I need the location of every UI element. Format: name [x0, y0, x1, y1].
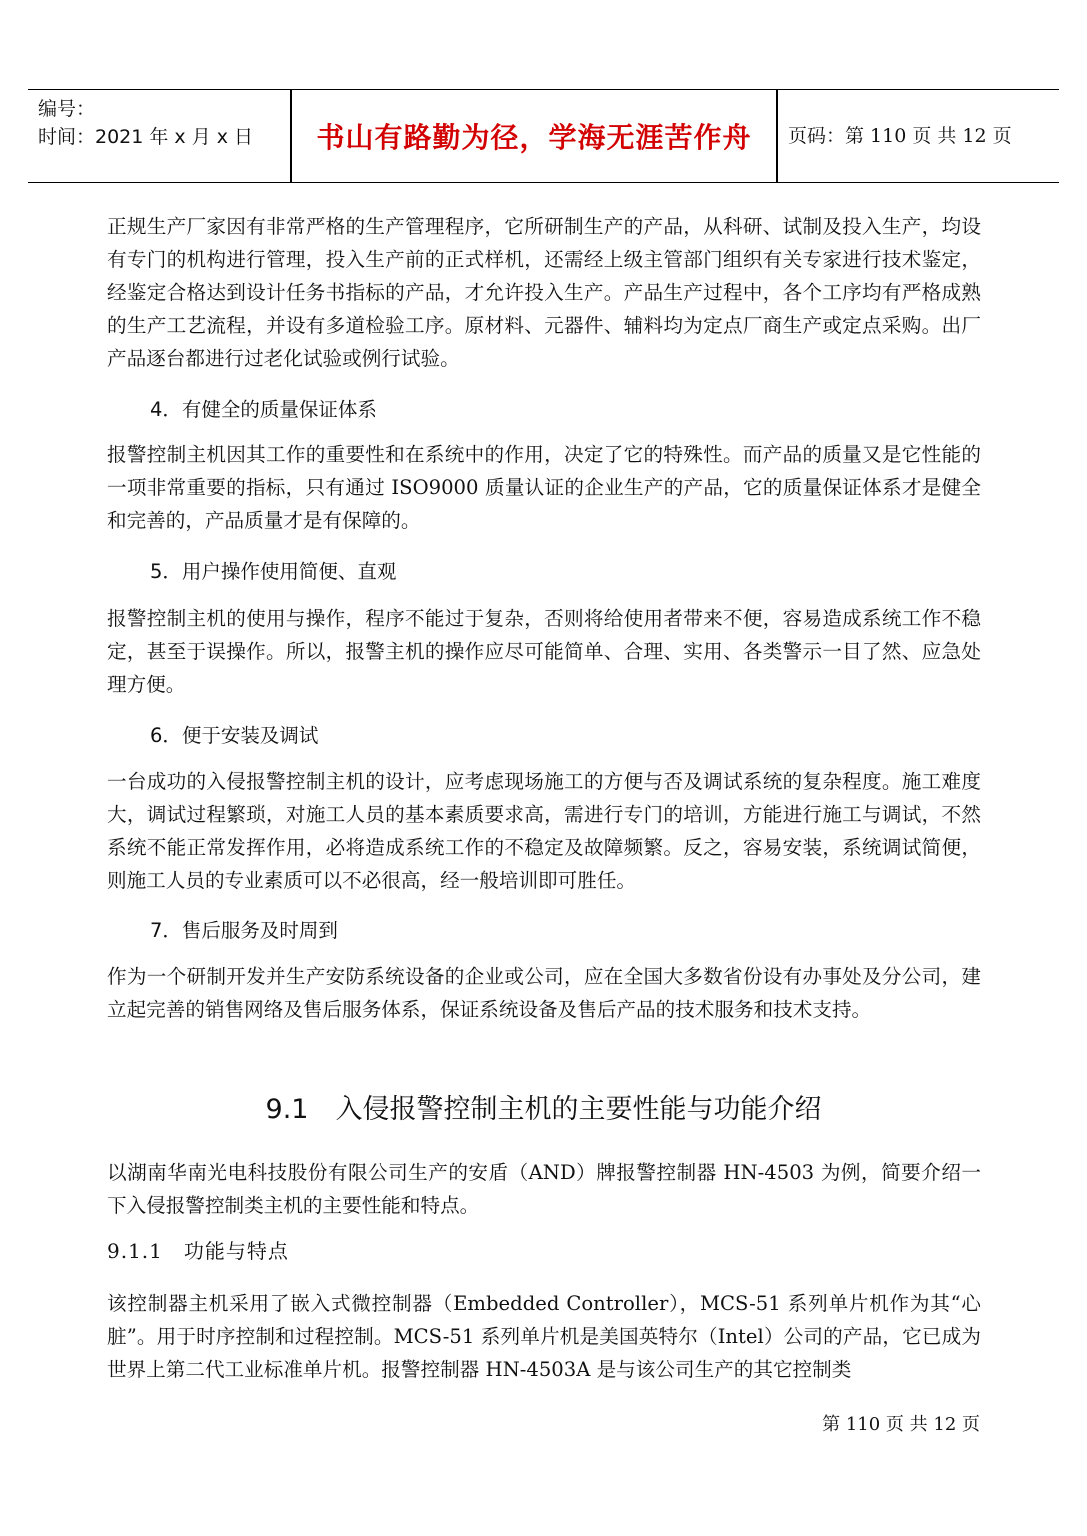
paragraph-features: 该控制器主机采用了嵌入式微控制器（Embedded Controller），MCS-51 系列单片机作为其“心脏”。用于时序控制和过程控制。MCS-51 系列单片机是美国英特尔（Intel）公司的产品，它已成为世界上第二代工业标准单片机。报警控制器 HN-4503A 是与该公司生产的其它控制类 [107, 1292, 981, 1381]
paragraph-production: 正规生产厂家因有非常严格的生产管理程序，它所研制生产的产品，从科研、试制及投入生产，均设有专门的机构进行管理，投入生产前的正式样机，还需经上级主管部门组织有关专家进行技术鉴定，经鉴定合格达到设计任务书指标的产品，才允许投入生产。产品生产过程中，各个工序均有严格成熟的生产工艺流程，并设有多道检验工序。原材料、元器件、辅料均为定点厂商生产或定点采购。出厂产品逐台都进行过老化试验或例行试验。 [107, 215, 981, 370]
paragraph-operation: 报警控制主机的使用与操作，程序不能过于复杂，否则将给使用者带来不便，容易造成系统工作不稳定，甚至于误操作。所以，报警主机的操作应尽可能简单、合理、实用、各类警示一目了然、应急处理方便。 [107, 607, 981, 696]
paragraph-intro: 以湖南华南光电科技股份有限公司生产的安盾（AND）牌报警控制器 HN-4503 为例，简要介绍一下入侵报警控制类主机的主要性能和特点。 [107, 1161, 981, 1217]
item-heading-6: 6．便于安装及调试 [150, 724, 319, 747]
page-header [28, 89, 1059, 183]
section-heading: 9.1 入侵报警控制主机的主要性能与功能介绍 [265, 1094, 822, 1125]
paragraph-installation: 一台成功的入侵报警控制主机的设计，应考虑现场施工的方便与否及调试系统的复杂程度。施工难度大，调试过程繁琐，对施工人员的基本素质要求高，需进行专门的培训，方能进行施工与调试，不然系统不能正常发挥作用，必将造成系统工作的不稳定及故障频繁。反之，容易安装，系统调试简便，则施工人员的专业素质可以不必很高，经一般培训即可胜任。 [107, 770, 981, 892]
paragraph-quality: 报警控制主机因其工作的重要性和在系统中的作用，决定了它的特殊性。而产品的质量又是它性能的一项非常重要的指标，只有通过 ISO9000 质量认证的企业生产的产品，它的质量保证体系才是健全和完善的，产品质量才是有保障的。 [107, 443, 981, 532]
header-page-info: 页码：第 110 页 共 12 页 [788, 125, 1012, 147]
paragraph-service: 作为一个研制开发并生产安防系统设备的企业或公司，应在全国大多数省份设有办事处及分公司，建立起完善的销售网络及售后服务体系，保证系统设备及售后产品的技术服务和技术支持。 [107, 965, 981, 1021]
page-footer: 第 110 页 共 12 页 [822, 1414, 980, 1435]
document-number-label: 编号： [38, 98, 96, 120]
document-date: 时间：2021 年 x 月 x 日 [38, 126, 254, 148]
item-heading-4: 4．有健全的质量保证体系 [150, 398, 377, 421]
subsection-heading: 9.1.1 功能与特点 [107, 1239, 289, 1263]
header-motto: 书山有路勤为径，学海无涯苦作舟 [316, 121, 752, 154]
header-meta [38, 95, 253, 151]
header-divider [776, 90, 778, 182]
item-heading-5: 5．用户操作使用简便、直观 [150, 560, 397, 583]
item-heading-7: 7．售后服务及时周到 [150, 919, 338, 942]
